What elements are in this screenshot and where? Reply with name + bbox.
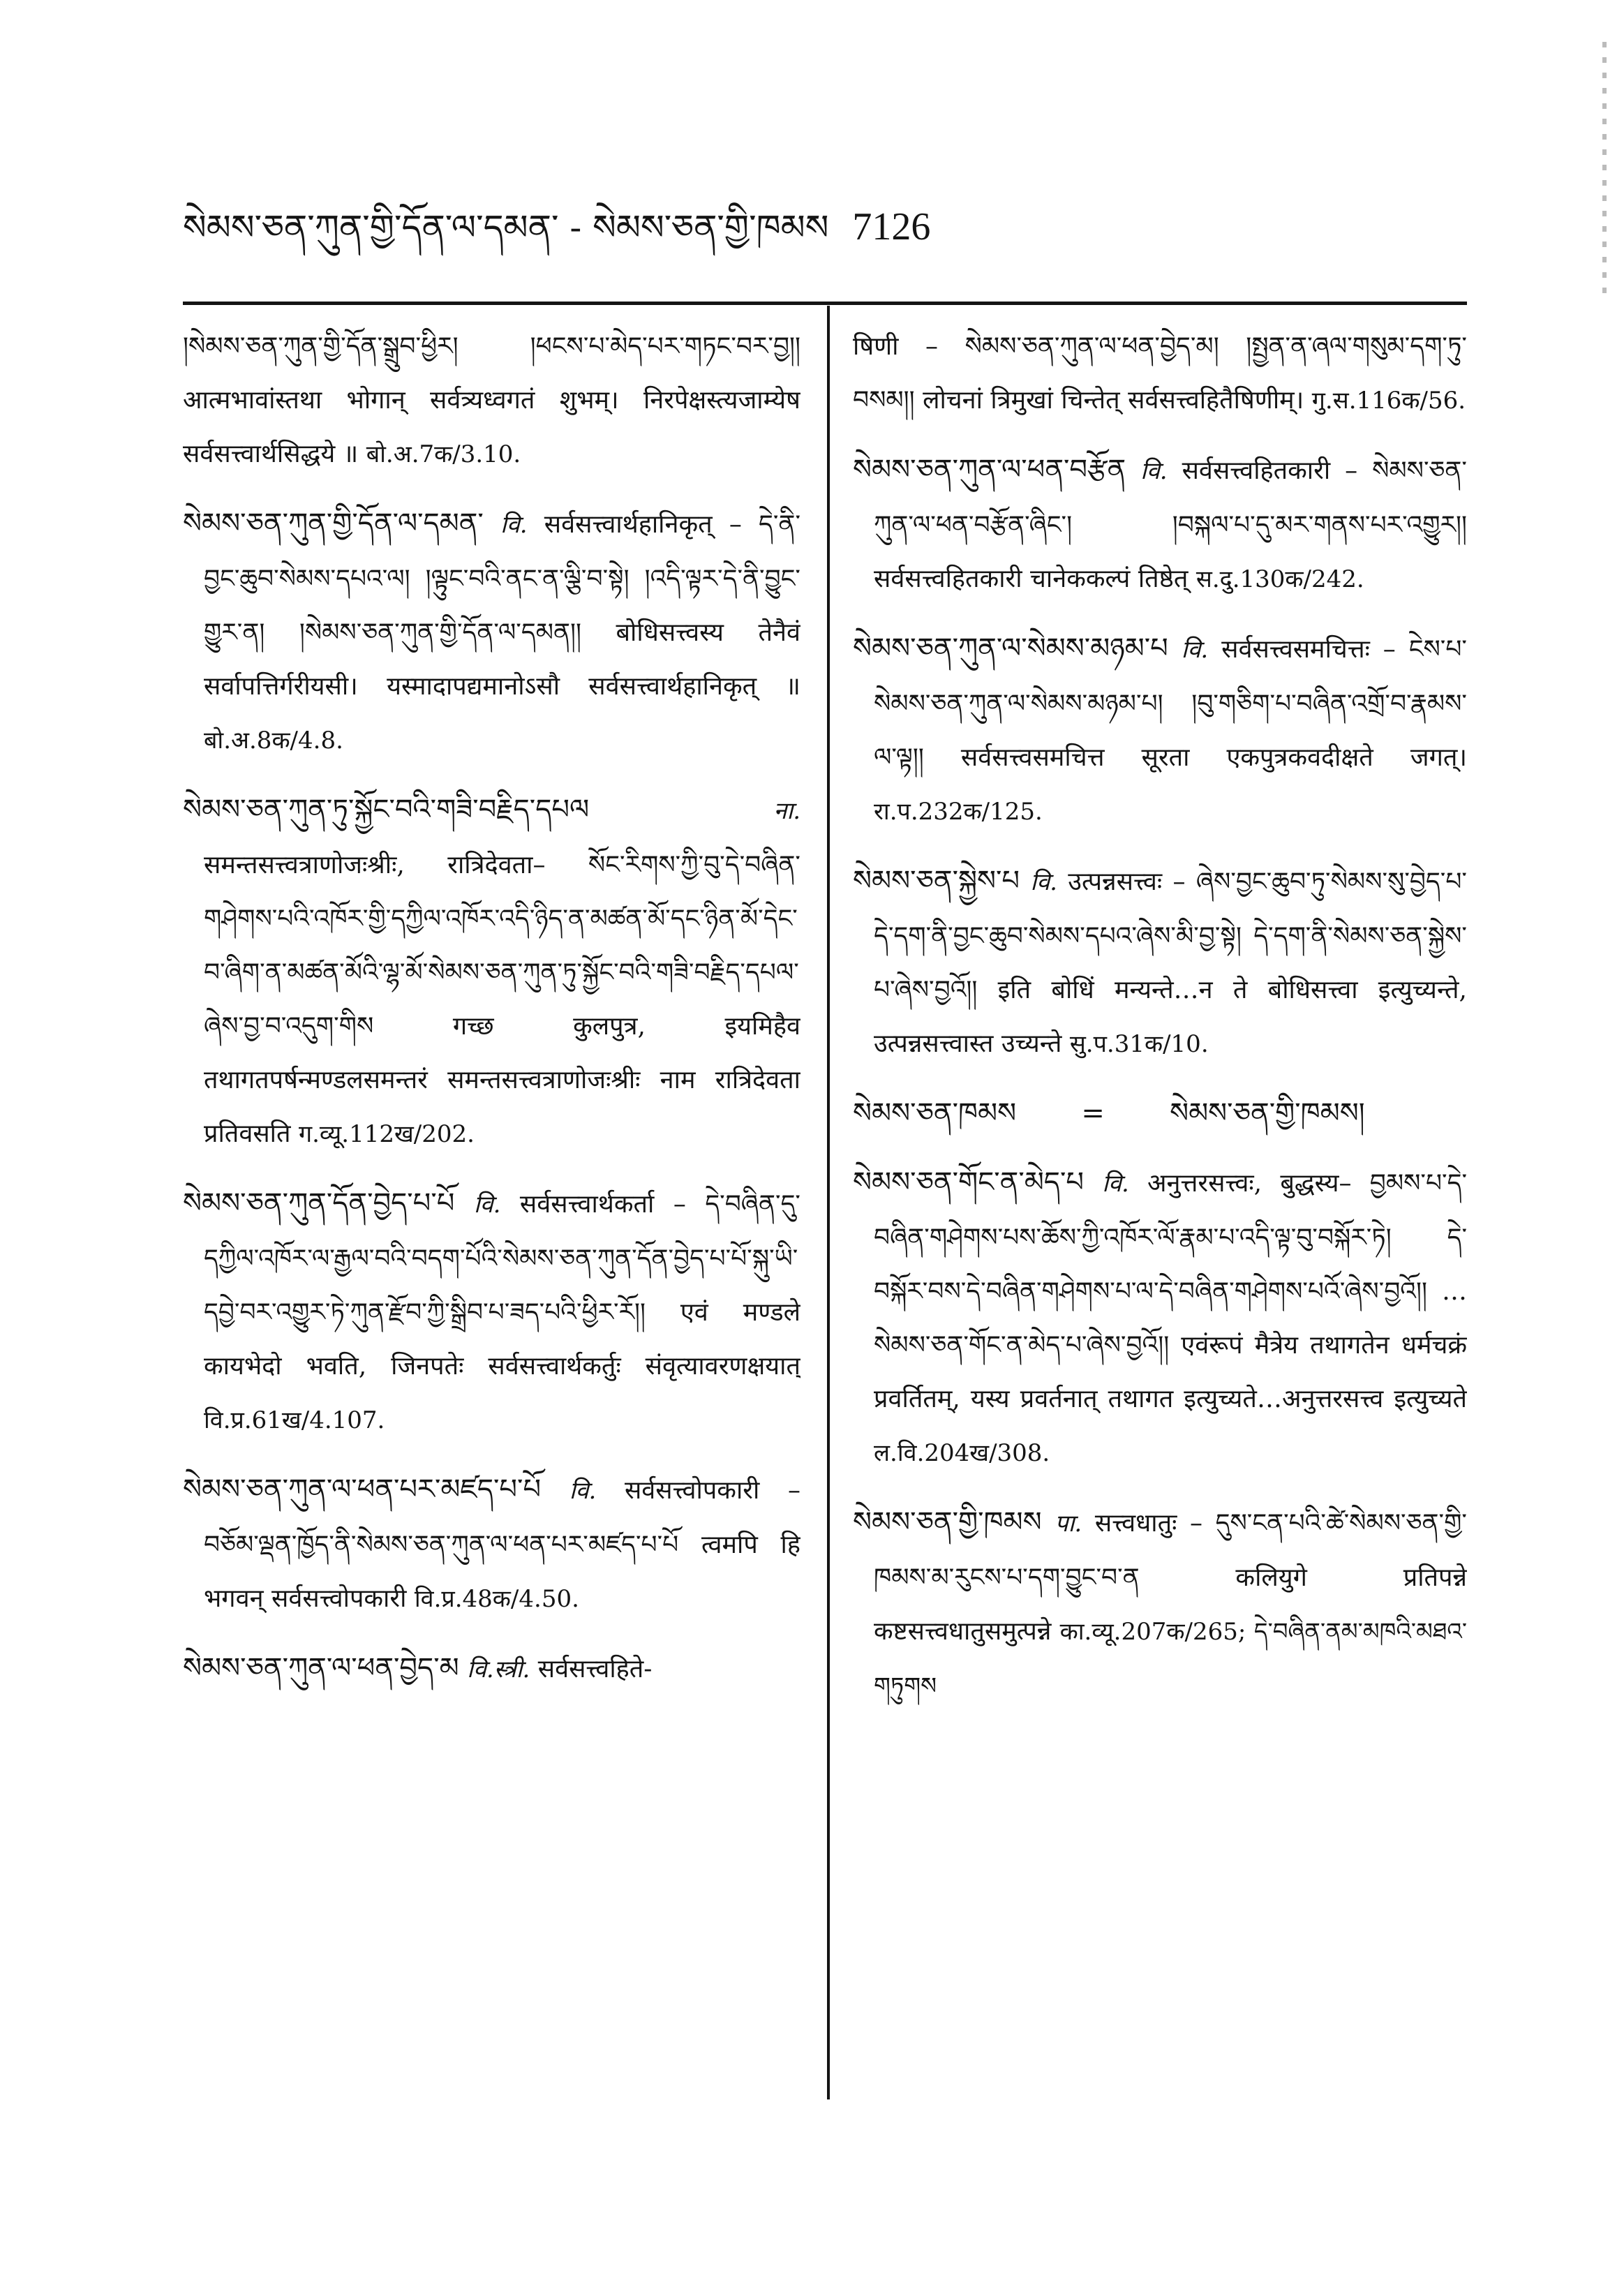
entry-reference: बो.अ.8क/4.8.	[204, 727, 343, 754]
entry-text: །སེམས་ཅན་ཀུན་གྱི་དོན་སྒྲུབ་ཕྱིར། །ཕངས་པ་མེད་པར་གཏང་བར་བྱ།། आत्मभावांस्तथा भोगान् सर्वत्र्यध्वगतं शुभम्। निरपेक्षस्त्यजाम्येष सर्वसत्त्वार्थसिद्धये ॥	[183, 332, 800, 468]
entry-headword: སེམས་ཅན་ཀུན་ཏུ་སྐྱོང་བའི་གཟི་བརྗིད་དཔལ	[183, 794, 590, 826]
entry-grammar: वि.	[500, 511, 528, 539]
xref-target: སེམས་ཅན་གྱི་ཁམས།	[1170, 1097, 1365, 1129]
entry-reference: वि.प्र.48क/4.50.	[414, 1585, 579, 1613]
entry-headword: སེམས་ཅན་གོང་ན་མེད་པ	[853, 1166, 1084, 1198]
header-rule	[183, 302, 1467, 305]
dictionary-entry	[183, 1463, 800, 1626]
entry-reference: बो.अ.7क/3.10.	[366, 440, 521, 468]
entry-headword: སེམས་ཅན་ཀུན་ལ་ཕན་བརྩོན	[853, 454, 1126, 486]
dictionary-entry	[853, 622, 1467, 839]
entry-text: सर्वसत्त्वहितकारी – སེམས་ཅན་ཀུན་ལ་ཕན་བརྩོན་ཞིང་། །བསྐལ་པ་དུ་མར་གནས་པར་འགྱུར།། सर्वसत्त्वहितकारी चानेककल्पं तिष्ठेत्	[874, 456, 1467, 593]
entry-headword: སེམས་ཅན་ཀུན་དོན་བྱེད་པ་པོ	[183, 1187, 455, 1219]
entry-grammar: वि.	[569, 1477, 597, 1505]
dictionary-entry	[853, 854, 1467, 1071]
dictionary-entry	[183, 1642, 800, 1697]
entry-text: सर्वसत्त्वहिते-	[537, 1655, 653, 1683]
entry-reference: का.व्यू.207क/265; དེ་བཞིན་ནམ་མཁའི་མཐའ་གཏུགས	[874, 1618, 1467, 1700]
entry-grammar: पा.	[1055, 1510, 1082, 1538]
column-divider	[827, 306, 830, 2099]
dictionary-entry	[183, 497, 800, 768]
dictionary-entry	[853, 443, 1467, 607]
entry-text: सर्वसत्त्वार्थकर्ता – དེ་བཞིན་དུ་དཀྱིལ་འཁོར་ལ་རྒྱལ་བའི་བདག་པོའི་སེམས་ཅན་ཀུན་དོན་བྱེད་པ་པོ་སྐུ་ཡི་དབྱེ་བར་འགྱུར་ཏེ་ཀུན་རྫོབ་ཀྱི་སྒྲིབ་པ་ཟད་པའི་ཕྱིར་རོ།། एवं मण्डले कायभेदो भवति, जिनपतेः सर्वसत्त्वार्थकर्तुः संवृत्यावरणक्षयात्	[204, 1190, 800, 1381]
entry-text: सर्वसत्त्वोपकारी – བཅོམ་ལྡན་ཁྱོད་ནི་སེམས་ཅན་ཀུན་ལ་ཕན་པར་མཛད་པ་པོ त्वमपि हि भगवन् सर्वसत्त्वोपकारी	[204, 1476, 800, 1613]
entry-grammar: वि.	[1181, 636, 1209, 664]
xref-equals: =	[1081, 1097, 1105, 1129]
entry-text: सत्त्वधातुः – དུས་ངན་པའི་ཚེ་སེམས་ཅན་གྱི་ཁམས་མ་རུངས་པ་དག་བྱུང་བ་ན कलियुगे प्रतिपन्ने कष्टसत्त्वधातुसमुत्पन्ने	[874, 1509, 1467, 1646]
entry-text: सर्वसत्त्वसमचित्तः – ངེས་པ་སེམས་ཅན་ཀུན་ལ་སེམས་མཉམ་པ། །བུ་གཅིག་པ་བཞིན་འགྲོ་བ་རྣམས་ལ་ལྟ།། सर्वसत्त्वसमचित्त सूरता एकपुत्रकवदीक्षते जगत्।	[874, 635, 1467, 772]
entry-reference: ग.व्यू.112ख/202.	[298, 1120, 475, 1148]
entry-grammar: वि.	[1030, 868, 1057, 896]
dictionary-entry	[853, 1496, 1467, 1713]
entry-text: सर्वसत्त्वार्थहानिकृत् – དེ་ནི་བྱང་ཆུབ་སེམས་དཔའ་ལ། །ལྟུང་བའི་ནང་ན་ལྕི་བ་སྟེ། །འདི་ལྟར་དེ་ནི་བྱུང་གྱུར་ན། །སེམས་ཅན་ཀུན་གྱི་དོན་ལ་དམན།། बोधिसत्त्वस्य तेनैवं सर्वापत्तिर्गरीयसी। यस्मादापद्यमानोऽसौ सर्वसत्त्वार्थहानिकृत् ॥	[204, 510, 800, 701]
xref-headword: སེམས་ཅན་ཁམས	[853, 1097, 1017, 1129]
entry-reference: सु.प.31क/10.	[1069, 1030, 1209, 1058]
left-column	[183, 320, 800, 2106]
entry-grammar: वि.	[473, 1191, 501, 1219]
entry-headword: སེམས་ཅན་ཀུན་གྱི་དོན་ལ་དམན་	[183, 507, 484, 540]
entry-headword: སེམས་ཅན་ཀུན་ལ་སེམས་མཉམ་པ	[853, 632, 1168, 664]
entry-grammar: वि.स्त्री.	[467, 1656, 530, 1683]
entry-headword: སེམས་ཅན་སྐྱེས་པ	[853, 865, 1020, 897]
entry-headword: སེམས་ཅན་ཀུན་ལ་ཕན་པར་མཛད་པ་པོ	[183, 1473, 542, 1505]
page-header	[183, 199, 1467, 255]
entry-reference: ल.वि.204ख/308.	[874, 1439, 1050, 1467]
entry-grammar: वि.	[1140, 457, 1168, 485]
entry-headword: སེམས་ཅན་ཀུན་ལ་ཕན་བྱེད་མ	[183, 1652, 459, 1684]
entry-reference: वि.प्र.61ख/4.107.	[204, 1406, 385, 1434]
dictionary-entry	[853, 1156, 1467, 1480]
entry-grammar: वि.	[1102, 1170, 1129, 1198]
scan-edge-mark	[1602, 42, 1607, 293]
entry-text: समन्तसत्त्वत्राणोजःश्रीः, रात्रिदेवता– སོང་རིགས་ཀྱི་བུ་དེ་བཞིན་གཤེགས་པའི་འཁོར་གྱི་དཀྱིལ་འཁོར་འདི་ཉིད་ན་མཚན་མོ་དང་ཉིན་མོ་དེང་བ་ཞིག་ན་མཚན་མོའི་ལྷ་མོ་སེམས་ཅན་ཀུན་ཏུ་སྐྱོང་བའི་གཟི་བརྗིད་དཔལ་ཞེས་བྱ་བ་འདུག་གིས गच्छ कुलपुत्र, इयमिहैव तथागतपर्षन्मण्डलसमन्तरं समन्तसत्त्वत्राणोजःश्रीः नाम रात्रिदेवता प्रतिवसति	[204, 851, 800, 1148]
entry-reference: गु.स.116क/56.	[1311, 387, 1466, 415]
entry-headword: སེམས་ཅན་གྱི་ཁམས	[853, 1506, 1042, 1538]
entry-text: षिणी – སེམས་ཅན་ཀུན་ལ་ཕན་བྱེད་མ། །སྤྱན་ན་ཞལ་གསུམ་དག་ཏུ་བསམ།། लोचनां त्रिमुखां चिन्तेत् सर्वसत्त्वहितैषिणीम्।	[853, 332, 1467, 415]
right-column	[853, 320, 1467, 2106]
entry-grammar: ना.	[773, 797, 800, 825]
entry-reference: स.दु.130क/242.	[1195, 565, 1364, 593]
entry-text: उत्पन्नसत्त्वः – ཞེས་བྱང་ཆུབ་ཏུ་སེམས་སུ་བྱེད་པ་དེ་དག་ནི་བྱང་ཆུབ་སེམས་དཔའ་ཞེས་མི་བྱ་སྟེ། དེ་དག་ནི་སེམས་ཅན་སྐྱེས་པ་ཞེས་བྱའོ།། इति बोधिं मन्यन्ते…न ते बोधिसत्त्वा इत्युच्यन्ते, उत्पन्नसत्त्वास्त उच्यन्ते	[874, 868, 1467, 1058]
entry-text: अनुत्तरसत्त्वः, बुद्धस्य– བྱམས་པ་དེ་བཞིན་གཤེགས་པས་ཆོས་ཀྱི་འཁོར་ལོ་རྣམ་པ་འདི་ལྟ་བུ་བསྐོར་ཏེ། དེ་བསྐོར་བས་དེ་བཞིན་གཤེགས་པ་ལ་དེ་བཞིན་གཤེགས་པའོ་ཞེས་བྱའོ།། …སེམས་ཅན་གོང་ན་མེད་པ་ཞེས་བྱའོ།། एवंरूपं मैत्रेय तथागतेन धर्मचक्रं प्रवर्तितम्, यस्य प्रवर्तनात् तथागत इत्युच्यते…अनुत्तरसत्त्व इत्युच्यते	[874, 1169, 1467, 1413]
dictionary-entry	[183, 783, 800, 1161]
page-number: 7126	[852, 205, 931, 248]
running-head: སེམས་ཅན་ཀུན་གྱི་དོན་ལ་དམན་ - སེམས་ཅན་གྱི་ཁམས	[183, 207, 829, 248]
entry-reference: रा.प.232क/125.	[874, 798, 1043, 826]
dictionary-entry	[183, 1177, 800, 1448]
dictionary-entry	[183, 320, 800, 482]
dictionary-entry	[853, 320, 1467, 428]
cross-reference	[853, 1087, 1467, 1140]
